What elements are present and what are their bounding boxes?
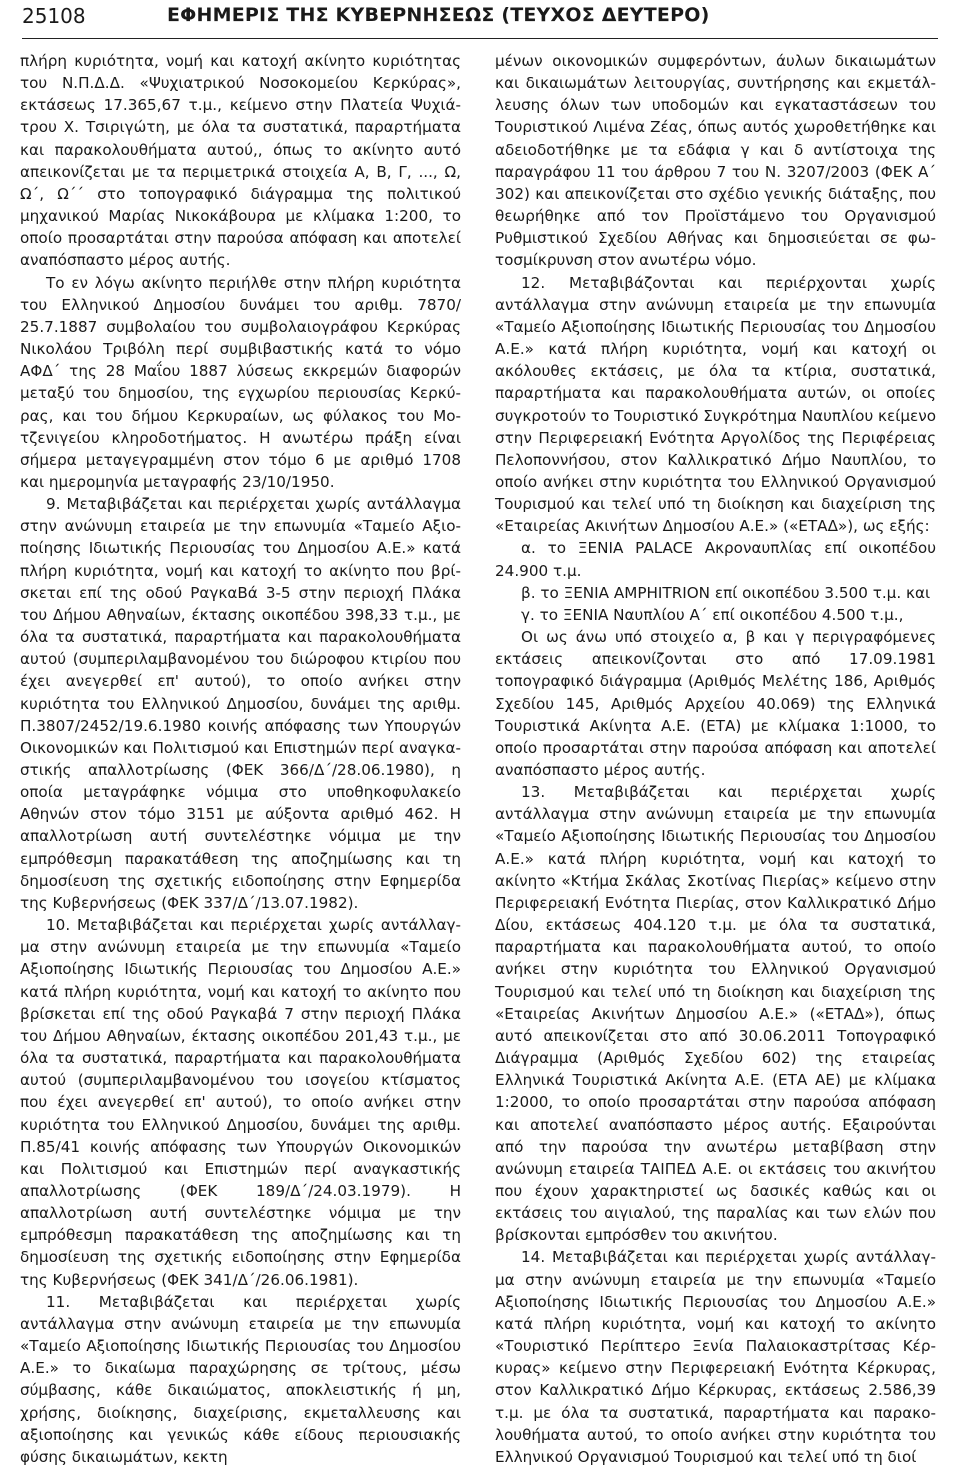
left-column bbox=[20, 50, 461, 1468]
list-item: α. το ΞΕΝΙΑ PALACE Ακροναυπλίας επί οικοπέδου 24.900 τ.μ. bbox=[495, 539, 936, 580]
paragraph: 12. Μεταβιβάζονται και περιέρχονται χωρίς αντάλλαγμα στην ανώνυμη εταιρεία με την επωνυμία «Ταμείο Αξιοποίησης Ιδιωτικής Περιουσίας του Δημοσίου Α.Ε.» κατά πλήρη κυριότητα, νομή και κατοχή οι ακόλουθες εκτάσεις, με όλα τα κτίρια, συστατικά, παραρτήματα και παρακολουθήματα αυτών, οι οποίες συγκροτούν το Τουριστικό Συγκρότημα Ναυπλίου κείμενο στην Περιφερειακή Ενότητα Αργολίδος της Περιφέρειας Πελοποννήσου, στον Καλλικρατικό Δήμο Ναυπλίου, το οποίο ανήκει στην κυριότητα του Ελληνικού Οργανισμού Τουρισμού και τελεί υπό τη διοίκηση και διαχείριση της «Εταιρείας Ακινήτων Δημοσίου Α.Ε.» («ΕΤΑΔ»), ως εξής: bbox=[495, 273, 937, 536]
paragraph: 11. Μεταβιβάζεται και περιέρχεται χωρίς αντάλλαγμα στην ανώνυμη εταιρεία με την επωνυμία «Ταμείο Αξιοποίησης Ιδιωτικής Περιουσίας του Δημοσίου Α.Ε.» το δικαίωμα παραχώρησης σε τρίτους, μέσω σύμβασης, κάθε δικαιώματος, αποκλειστικής ή μη, χρήσης, διοίκησης, διαχείρισης, εκμεταλλευσης και αξιοποίησης και γενικώς κάθε είδους περιουσιακής φύσης δικαιωμάτων, κεκτη bbox=[20, 1292, 461, 1466]
paragraph: πλήρη κυριότητα, νομή και κατοχή ακίνητο κυριότητας του Ν.Π.Δ.Δ. «Ψυχιατρικού Νοσοκομείου Κερκύρας», εκτάσεως 17.365,67 τ.μ., κείμενο στην Πλατεία Ψυχιάτρου Χ. Τσιριγώτη, με όλα τα συστατικά, παραρτήματα και παρακολουθήματα αυτού,, όπως το ακίνητο αυτό απεικονίζεται με τα περιμετρικά στοιχεία Α, Β, Γ, ..., Ω, Ω΄, Ω΄΄ στο τοπογραφικό διάγραμμα της πολιτικού μηχανικού Μαρίας Νικοκάβουρα με κλίμακα 1:200, το οποίο προσαρτάται στην παρούσα απόφαση και αποτελεί αναπόσπαστο μέρος αυτής. bbox=[20, 52, 461, 270]
page-number: 25108 bbox=[22, 4, 86, 28]
gazette-title: ΕΦΗΜΕΡΙΣ ΤΗΣ ΚΥΒΕΡΝΗΣΕΩΣ (ΤΕΥΧΟΣ ΔΕΥΤΕΡΟ) bbox=[167, 4, 710, 26]
paragraph: 14. Μεταβιβάζεται και περιέρχεται χωρίς αντάλλαγμα στην ανώνυμη εταιρεία με την επωνυμία «Ταμείο Αξιοποίησης Ιδιωτικής Περιουσίας του Δημοσίου Α.Ε.» κατά πλήρη κυριότητα, νομή και κατοχή το ακίνητο «Τουριστικό Περίπτερο Ξενία Παλαιοκαστρίτσας Κέρκυρας» κείμενο στην Περιφερειακή Ενότητα Κέρκυρας, στον Καλλικρατικό Δήμο Κέρκυρας, εκτάσεως 2.586,39 τ.μ. με όλα τα συστατικά, παραρτήματα και παρακολουθήματα αυτού, το οποίο ανήκει στην κυριότητα του Ελληνικού Οργανισμού Τουρισμού και τελεί υπό τη διοί bbox=[495, 1248, 936, 1466]
paragraph: 10. Μεταβιβάζεται και περιέρχεται χωρίς αντάλλαγμα στην ανώνυμη εταιρεία με την επωνυμία «Ταμείο Αξιοποίησης Ιδιωτικής Περιουσίας του Δημοσίου Α.Ε.» κατά πλήρη κυριότητα, νομή και κατοχή το ακίνητο που βρίσκεται επί της οδού Ραγκαβά 7 στην περιοχή Πλάκα του Δήμου Αθηναίων, έκτασης οικοπέδου 201,43 τ.μ., με όλα τα συστατικά, παραρτήματα και παρακολουθήματα αυτού (συμπεριλαμβανομένου του ισογείου κτίσματος που έχει ανεγερθεί επ' αυτού), το οποίο ανήκει στην κυριότητα του Ελληνικού Δημοσίου, δυνάμει της αριθμ. Π.85/41 κοινής απόφασης των Υπουργών Οικονομικών και Πολιτισμού και Επιστημών περί αναγκαστικής απαλλοτρίωσης (ΦΕΚ 189/Δ΄/24.03.1979). Η απαλλοτρίωση αυτή συντελέστηκε νόμιμα με την εμπρόθεσμη παρακατάθεση της αποζημίωσης και τη δημοσίευση της σχετικής ειδοποίησης στην Εφημερίδα της Κυβερνήσεως (ΦΕΚ 341/Δ΄/26.06.1981). bbox=[20, 916, 461, 1289]
paragraph: 9. Μεταβιβάζεται και περιέρχεται χωρίς αντάλλαγμα στην ανώνυμη εταιρεία με την επωνυμία «Ταμείο Αξιοποίησης Ιδιωτικής Περιουσίας του Δημοσίου Α.Ε.» κατά πλήρη κυριότητα, νομή και κατοχή το ακίνητο που βρίσκεται επί της οδού ΡαγκαΒά 3-5 στην περιοχή Πλάκα του Δήμου Αθηναίων, έκτασης οικοπέδου 398,33 τ.μ., με όλα τα συστατικά, παραρτήματα και παρακολουθήματα αυτού (συμπεριλαμβανομένου του διώροφου κτιρίου που έχει ανεγερθεί επ' αυτού), το οποίο ανήκει στην κυριότητα του Ελληνικού Δημοσίου, δυνάμει της αριθμ. Π.3807/2452/19.6.1980 κοινής απόφασης των Υπουργών Οικονομικών και Πολιτισμού και Επιστημών περί αναγκαστικής απαλλοτρίωσης (ΦΕΚ 366/Δ΄/28.06.1980), η οποία μεταγράφηκε νόμιμα στο υποθηκοφυλακείο Αθηνών στον τόμο 3151 με αύξοντα αριθμό 462. Η απαλλοτρίωση αυτή συντελέστηκε νόμιμα με την εμπρόθεσμη παρακατάθεση της αποζημίωσης και τη δημοσίευση της σχετικής ειδοποίησης στην Εφημερίδα της Κυβερνήσεως (ΦΕΚ 337/Δ΄/13.07.1982). bbox=[20, 495, 461, 912]
paragraph: Οι ως άνω υπό στοιχείο α, β και γ περιγραφόμενες εκτάσεις απεικονίζονται στο από 17.09.1981 τοπογραφικό διάγραμμα (Αριθμός Μελέτης 186, Αριθμός Σχεδίου 145, Αριθμός Αρχείου 40.069) της Ελληνικά Τουριστικά Ακίνητα Α.Ε. (ΕΤΑ) με κλίμακα 1:1000, το οποίο προσαρτάται στην παρούσα απόφαση και αποτελεί αναπόσπαστο μέρος αυτής. bbox=[495, 628, 936, 779]
paragraph: μένων οικονομικών συμφερόντων, άυλων δικαιωμάτων και δικαιωμάτων λειτουργίας, συντήρησης και εκμετάλλευσης όλων των υποδομών και εγκαταστάσεων του Τουριστικού Λιμένα Ζέας, όπως αυτός χωροθετήθηκε και αδειοδοτήθηκε με τα εδάφια γ και δ αντίστοιχα της παραγράφου 11 του άρθρου 7 του Ν. 3207/2003 (ΦΕΚ Α΄ 302) και απεικονίζεται στο σχέδιο γενικής διάταξης, που θεωρήθηκε από τον Προϊστάμενο του Οργανισμού Ρυθμιστικού Σχεδίου Αθήνας και δημοσιεύεται σε φωτοσμίκρυνση στον ανωτέρω νόμο. bbox=[495, 52, 936, 270]
list-item: β. το ΞΕΝΙΑ AMPHITRION επί οικοπέδου 3.500 τ.μ. και bbox=[521, 583, 931, 602]
right-column bbox=[495, 50, 936, 1468]
list-item: γ. το ΞΕΝΙΑ Ναυπλίου Α΄ επί οικοπέδου 4.500 τ.μ., bbox=[521, 605, 904, 624]
paragraph: Το εν λόγω ακίνητο περιήλθε στην πλήρη κυριότητα του Ελληνικού Δημοσίου δυνάμει του αριθμ. 7870/ 25.7.1887 συμβολαίου του συμβολαιογράφου Κερκύρας Νικολάου Τριβόλη περί συμβιβαστικής κατά το νόμο ΑΦΔ΄ της 28 Μαΐου 1887 λύσεως εκκρεμών διαφορών μεταξύ του δημοσίου, της εγχωρίου περιουσίας Κερκύρας, και του δήμου Κερκυραίων, ως φύλακος του Μοτζενιγείου κληροδοτήματος. Η ανωτέρω πράξη είναι σήμερα μεταγεγραμμένη στον τόμο 6 με αριθμό 1708 και ημερομηνία μεταγραφής 23/10/1950. bbox=[20, 273, 461, 491]
page-header bbox=[22, 0, 938, 39]
paragraph: 13. Μεταβιβάζεται και περιέρχεται χωρίς αντάλλαγμα στην ανώνυμη εταιρεία με την επωνυμία «Ταμείο Αξιοποίησης Ιδιωτικής Περιουσίας του Δημοσίου Α.Ε.» κατά πλήρη κυριότητα, νομή και κατοχή το ακίνητο «Κτήμα Σκάλας Σκοτίνας Πιερίας» κείμενο στην Περιφερειακή Ενότητα Πιερίας, στον Καλλικρατικό Δήμο Δίου, εκτάσεως 404.120 τ.μ. με όλα τα συστατικά, παραρτήματα και παρακολουθήματα αυτού, το οποίο ανήκει στην κυριότητα του Ελληνικού Οργανισμού Τουρισμού και τελεί υπό τη διοίκηση και διαχείριση της «Εταιρείας Ακινήτων Δημοσίου Α.Ε.» («ΕΤΑΔ»), όπως αυτό απεικονίζεται στο από 30.06.2011 Τοπογραφικό Διάγραμμα (Αριθμός Σχεδίου 602) της εταιρείας Ελληνικά Τουριστικά Ακίνητα Α.Ε. (ΕΤΑ ΑΕ) με κλίμακα 1:2000, το οποίο προσαρτάται στην παρούσα απόφαση και αποτελεί αναπόσπαστο μέρος αυτής. Εξαιρούνται από την παρούσα την ανωτέρω μεταβίβαση στην ανώνυμη εταιρεία ΤΑΙΠΕΔ Α.Ε. οι εκτάσεις του ακινήτου που έχουν χαρακτηριστεί ως δασικές καθώς και οι εκτάσεις του αιγιαλού, της παραλίας και των ελών που βρίσκονται εμπρόσθεν του ακινήτου. bbox=[495, 783, 936, 1245]
